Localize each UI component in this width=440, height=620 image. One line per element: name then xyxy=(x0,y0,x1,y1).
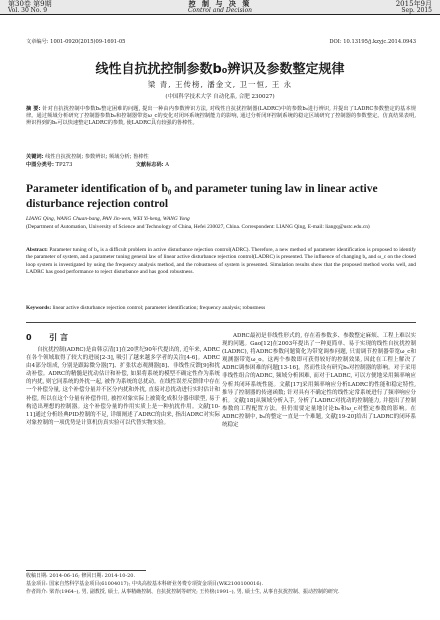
abstract-en xyxy=(26,247,416,276)
doc-code-value: A xyxy=(165,162,169,168)
body-text-right: ADRC最初是非线性形式的, 存在着参数多、参数整定麻烦、工程上难以实现的问题。Gao[12]在2003年提出了一种更简单、易于实现的线性自抗扰控制(LADRC), 将ADRC参数问题简化为带宽调参问题, 只需调节控制器带宽ω_c和观测器带宽ω_o。这两个参数即可获得较好的控制效果, 因此在工程上解决了ADRC调参困难的问题[13-16]。然而性设有研究b₀对控制器的影响。对于采用非线性组合的ADRC, 频域分析困难, 而对于LADRC, 可以方便地采用频率响应分析其闭环系统性能。文献[17]采用频率响应分析LADRC的性能和稳定特性, 推导了控制器的传递函数; 针对具有不确定性的线性定常系统进行了频率响应分析。文献[18]从频域分析入手, 分析了LADRC对扰动的控制能力, 并提出了控制参数的工程配置方法。但仍需要定量地讨论b₀和ω_c对整定参数的影响。在ADRC控制中, b₀的整定一直是一个难题, 文献[19-20]给出了LADRC的闭环系统稳定 xyxy=(222,333,416,429)
affiliation-cn: (中国科学技术大学 自动化系, 合肥 230027) xyxy=(165,94,275,100)
class-value: TP273 xyxy=(55,162,73,168)
keywords-en-label: Keywords: xyxy=(26,305,52,311)
abstract-en-label: Abstract: xyxy=(26,247,48,253)
footnote-author-bio: 作者简介: 梁青(1964–), 男, 副教授, 硕士, 从事精确控制、自抗扰控制等研究; 王传榜(1991–), 男, 硕士生, 从事自抗扰控制、振动控制的研究. xyxy=(26,589,340,595)
journal-name-cn: 控 制 与 决 策 xyxy=(188,0,252,8)
authors-en: LIANG Qing, WANG Chuan-bang, PAN Jin-wen, WEI Yi-heng, WANG Yong xyxy=(26,216,190,222)
section-number: 0 xyxy=(26,333,32,342)
keywords-en xyxy=(26,305,416,312)
paper-title-cn: 线性自抗扰控制参数b₀辨识及参数整定规律 xyxy=(95,62,345,77)
body-column-right xyxy=(222,332,416,429)
classification-cn xyxy=(26,162,416,169)
footnote-rule xyxy=(26,570,146,571)
keywords-cn-label: 关键词: xyxy=(26,154,44,160)
class-label: 中图分类号: xyxy=(26,162,54,168)
section-heading xyxy=(26,332,220,344)
abstract-cn-label: 摘 要: xyxy=(26,106,41,112)
body-text-left: 自抗扰控制(ADRC)是由韩京清[1]在20世纪90年代提出的, 近年来, ADRC在各个领域取得了较大的进展[2-3], 吸引了越来越多学者的关注[4-6]。ADRC由4部分组成, 分别是跟踪微分器[7]、扩张状态观测器[8]、非线性反馈[9]和扰动补偿。ADRC的精髓是扰动估计和补偿, 如果将系统的模型不确定性作为系统的内扰, 则它同系统的外扰一起, 被作为系统的总扰动。在线性误差反馈律中存在一个补偿分量, 这个补偿分量并不区分内扰和外扰, 直接对总扰动进行实时估计和补偿, 所以在这个分量有补偿作用, 被控对象实际上被简化成积分器串联型, 易于构造出理想的控制器。这个补偿分量的作用实质上是一种抗扰作用。文献[10-11]通过分析经典PID控制的不足, 详细阐述了ADRC的由来, 指出ADRC对实际对象控制的一项优势是计算机仿真实验可以代替实物实验。 xyxy=(26,347,220,426)
journal-volume-cn: 第30卷 第9期 xyxy=(8,0,52,8)
footnote-received: 收稿日期: 2014-06-16; 修回日期: 2014-10-20. xyxy=(26,573,136,579)
paper-title-en: Parameter identification of b₀ and parameter tuning law in linear active disturbance rejection control xyxy=(26,183,378,210)
keywords-en-text: linear active disturbance rejection control; parameter identification; frequency analysis; robustness xyxy=(52,305,266,311)
footnote-fund: 基金项目: 国家自然科学基金项目(61004017); 中央高校基本科研业务费专项资金项目(WK2100100016). xyxy=(26,581,264,587)
affiliation-en: (Department of Automation, University of Science and Technology of China, Hefei 230027, China. Correspondent: LIANG Qing, E-mail: liangq@ustc.edu.cn) xyxy=(26,224,370,230)
authors-cn: 梁 青, 王传榜, 潘金文, 卫一恒, 王 永 xyxy=(147,80,293,89)
issue-date-en: Sep. 2015 xyxy=(401,7,432,14)
abstract-cn xyxy=(26,106,416,128)
running-header xyxy=(0,0,440,15)
section-title: 引 言 xyxy=(49,333,68,342)
section-divider xyxy=(26,322,416,323)
body-column-left xyxy=(26,332,220,427)
keywords-cn-text: 线性自抗扰控制; 参数辨识; 频域分析; 鲁棒性 xyxy=(45,154,149,160)
abstract-cn-text: 针对自抗扰控制中参数b₀整定困难的问题, 提出一种由内参数辨识方法, 对线性自抗扰控制器(LADRC)中的参数b₀进行辨识, 并提出了LADRC参数整定的基本规律。通过频域分析研究了控制器参数b₀和控制器带宽ω_c的变化对闭环系统控制能力的影响, 通过分析闭环控制系统的稳定区域研究了控制器的参数整定。仿真结果表明, 辨识得到的b₀可以快速整定LADRC的参数, 使LADRC具有较强的鲁棒性。 xyxy=(26,106,416,127)
article-number: 文章编号: 1001-0920(2015)09-1691-05 xyxy=(26,39,126,45)
issue-date-cn: 2015年9月 xyxy=(395,0,432,8)
abstract-en-text: Parameter tuning of b₀ is a difficult problem in active disturbance rejection control(ADRC). Therefore, a new method of parameter identification is proposed to identify the parameter of system, and a parameter tuning general law of linear active disturbance rejection control(LADRC) is presented. The influence of changing b₀ and ω_c on the closed loop system is investigated by using the frequency analysis method, and the robustness of system is presented. Simulation results show that the proposed method works well, and LADRC has good performance to reject disturbance and has good robustness. xyxy=(26,247,416,275)
doi: DOI: 10.13195/j.kzyjc.2014.0943 xyxy=(329,39,416,45)
keywords-cn xyxy=(26,154,416,161)
journal-name-en: Control and Decision xyxy=(187,7,253,14)
doc-code-label: 文献标志码: xyxy=(135,162,164,168)
journal-volume-en: Vol. 30 No. 9 xyxy=(8,7,48,14)
